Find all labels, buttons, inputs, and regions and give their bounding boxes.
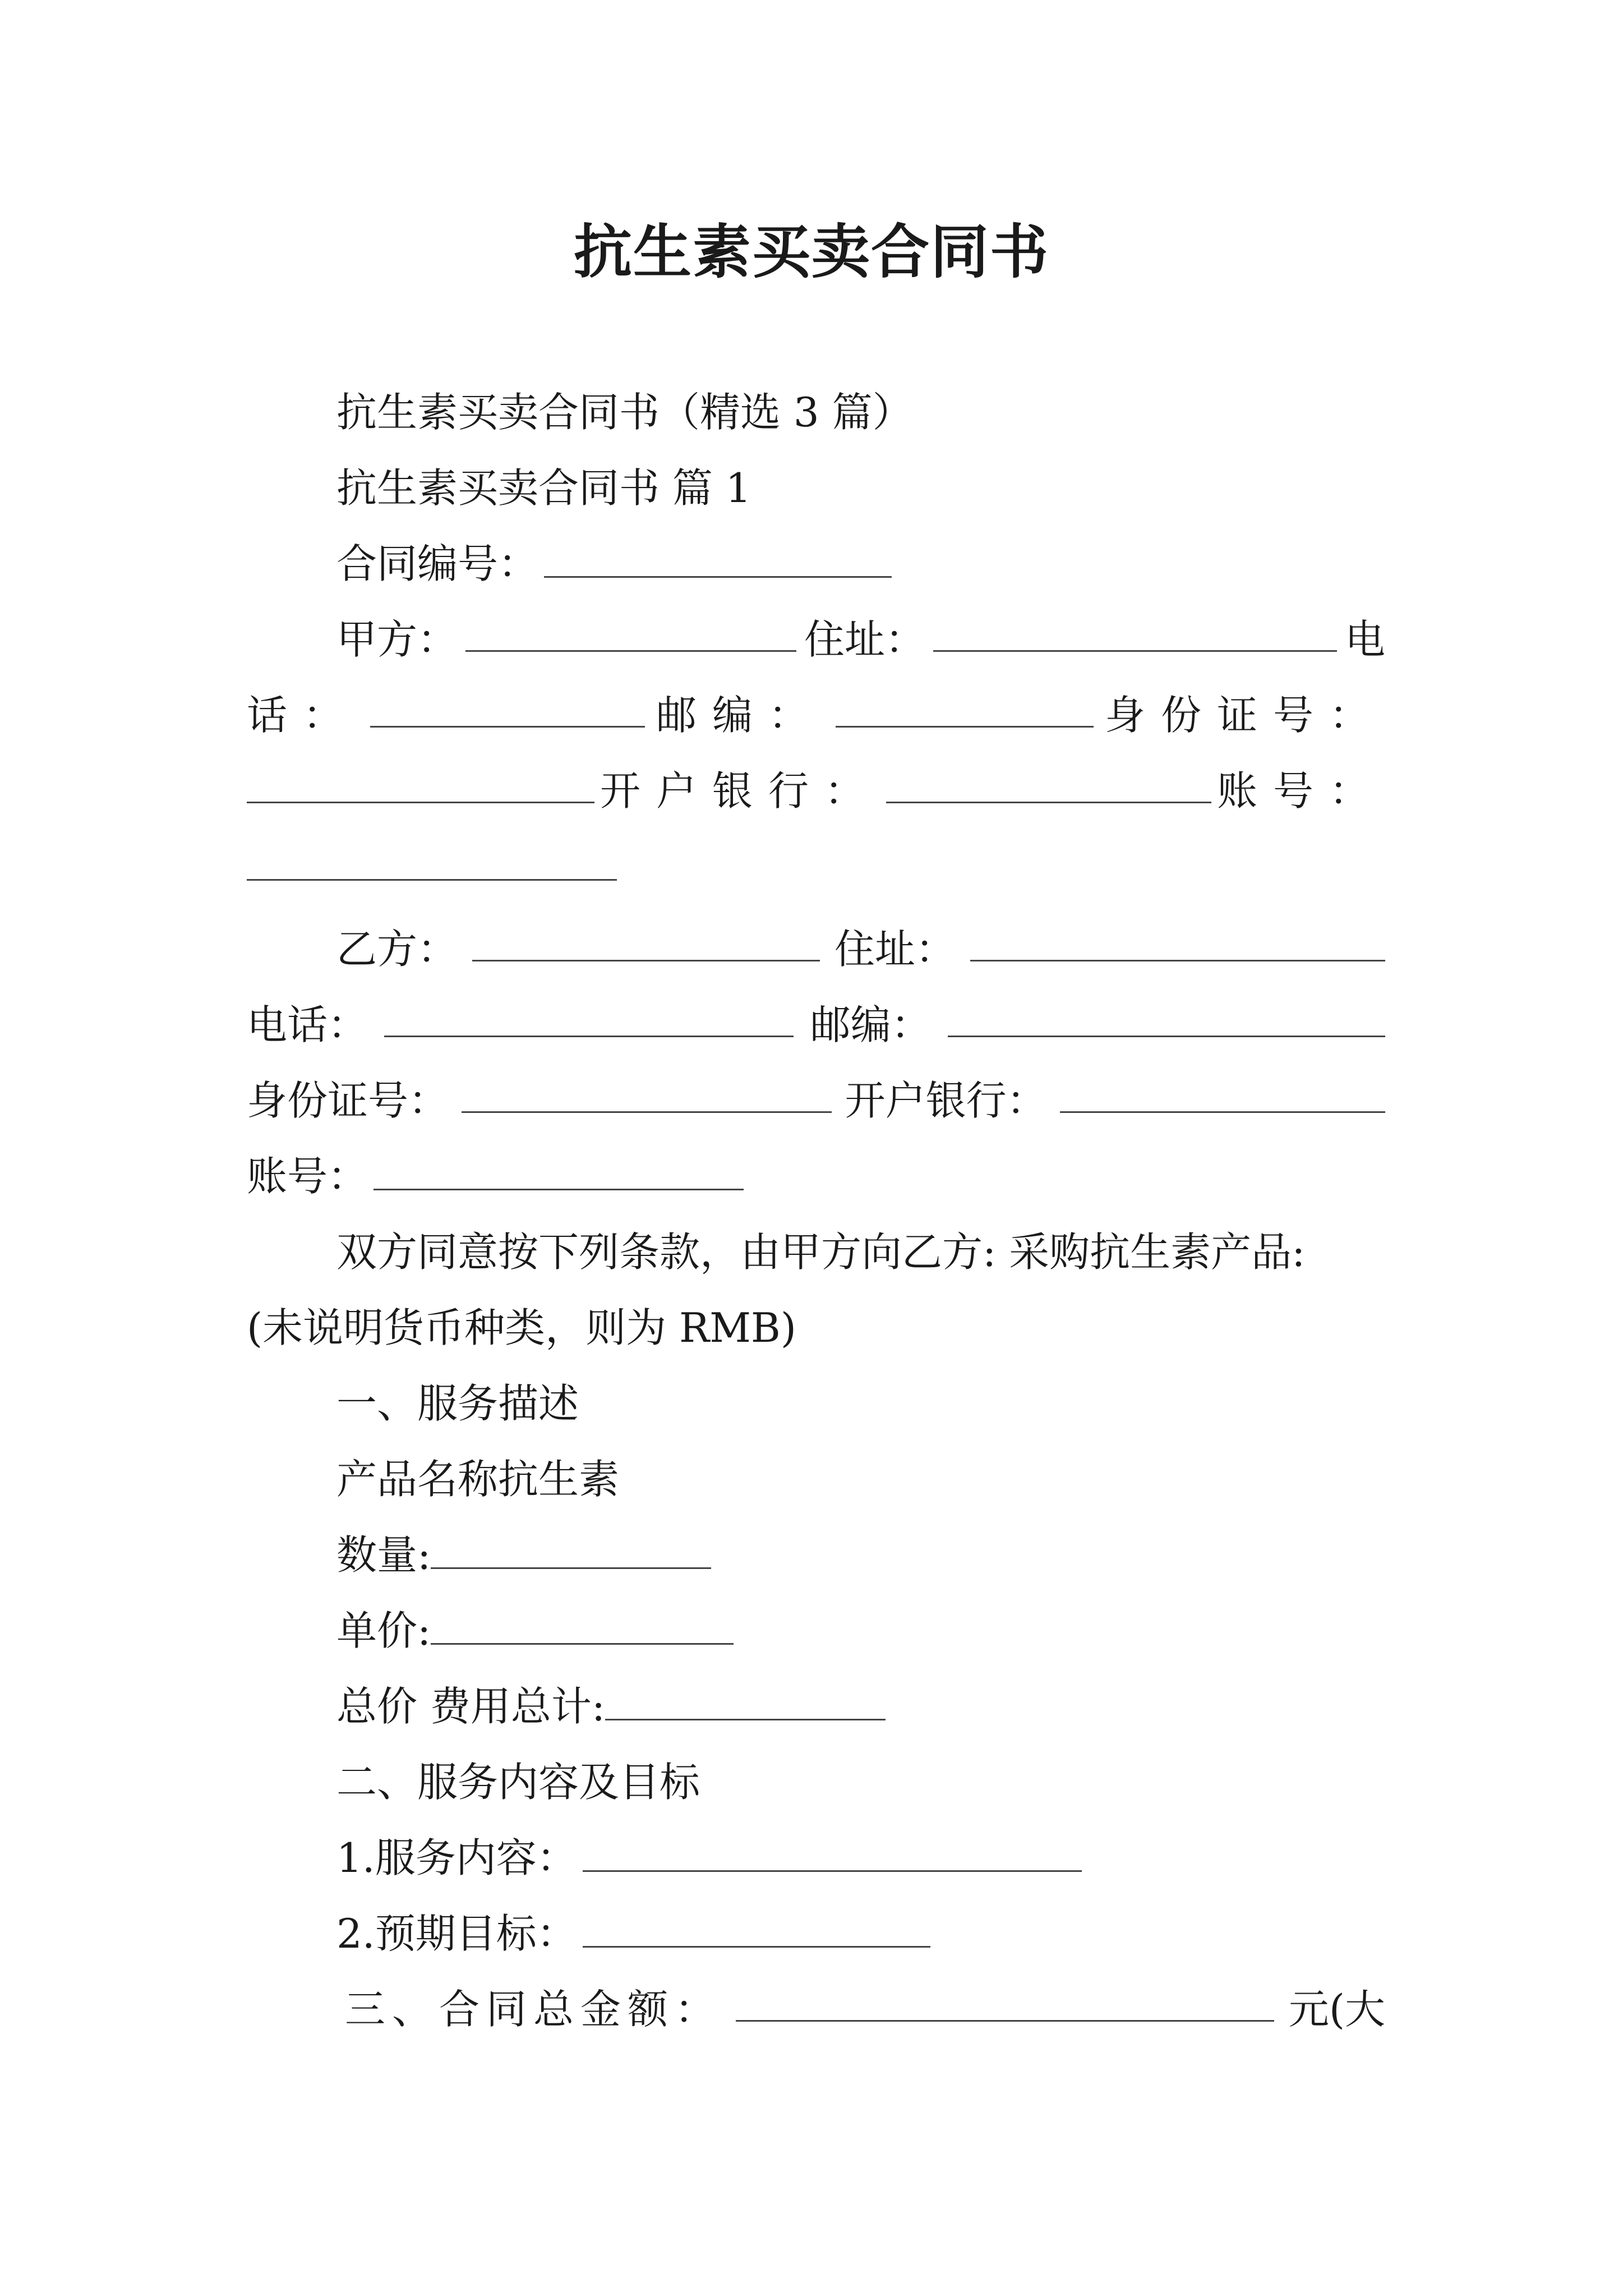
party-a-address-field[interactable] xyxy=(933,628,1337,652)
section-3-line xyxy=(345,1976,1385,2043)
contract-number-field[interactable] xyxy=(544,554,892,578)
quantity-field[interactable] xyxy=(431,1545,711,1569)
party-b-line-4 xyxy=(247,1143,1385,1210)
party-b-line-1 xyxy=(336,915,1385,983)
party-a-account-label: 账号： xyxy=(1217,767,1386,815)
party-a-account-field[interactable] xyxy=(247,857,617,881)
party-b-line-2 xyxy=(247,991,1385,1059)
party-b-phone-field[interactable] xyxy=(384,1013,794,1037)
subtitle-line xyxy=(336,379,1385,446)
party-b-account-field[interactable] xyxy=(374,1166,744,1190)
party-a-line-4 xyxy=(247,833,1385,900)
quantity-line xyxy=(336,1521,1385,1589)
party-a-line-2 xyxy=(247,682,1385,749)
party-b-line-3 xyxy=(247,1067,1385,1134)
party-a-phone-field[interactable] xyxy=(370,703,645,728)
party-b-id-label: 身份证号： xyxy=(247,1077,449,1124)
party-b-address-label: 住址： xyxy=(834,926,956,973)
contract-number-label: 合同编号： xyxy=(336,540,539,587)
total-line xyxy=(336,1673,1385,1740)
party-a-address-label: 住址： xyxy=(804,616,925,663)
party-b-phone-label: 电话： xyxy=(247,1001,368,1048)
product-name: 产品名称抗生素 xyxy=(336,1456,620,1503)
party-a-bank-label: 开户银行： xyxy=(600,767,881,815)
section-3-suffix: 元(大 xyxy=(1288,1986,1385,2033)
subtitle: 抗生素买卖合同书（精选 3 篇） xyxy=(336,389,913,436)
expected-goal-line xyxy=(336,1900,1385,1967)
service-content-label: 1.服务内容： xyxy=(336,1834,577,1881)
party-a-postcode-label: 邮编： xyxy=(656,692,824,739)
party-a-name-field[interactable] xyxy=(465,628,796,652)
party-b-bank-label: 开户银行： xyxy=(845,1077,1047,1124)
party-a-phone-label-start: 电 xyxy=(1344,616,1385,663)
contract-total-amount-field[interactable] xyxy=(736,1998,1274,2022)
expected-goal-label: 2.预期目标： xyxy=(336,1910,577,1957)
party-b-bank-field[interactable] xyxy=(1060,1089,1385,1113)
section-1-heading-line xyxy=(336,1370,1385,1437)
product-name-line xyxy=(336,1446,1385,1513)
expected-goal-field[interactable] xyxy=(583,1924,930,1948)
document-title: 抗生素买卖合同书 xyxy=(573,218,1049,286)
party-b-address-field[interactable] xyxy=(970,937,1385,961)
agreement-line-2 xyxy=(247,1294,1385,1361)
party-b-label: 乙方： xyxy=(336,926,458,973)
party-b-postcode-label: 邮编： xyxy=(810,1001,932,1048)
contract-number-line xyxy=(336,530,1385,597)
party-b-postcode-field[interactable] xyxy=(948,1013,1385,1037)
unit-price-line xyxy=(336,1597,1385,1664)
section-3-heading: 三、合同总金额： xyxy=(345,1986,722,2033)
total-label: 总价 费用总计: xyxy=(336,1683,606,1730)
party-a-bank-field[interactable] xyxy=(886,779,1211,803)
section-2-heading-line xyxy=(336,1749,1385,1816)
party-a-line-1 xyxy=(336,606,1385,673)
total-field[interactable] xyxy=(605,1696,886,1720)
section-1-heading: 一、服务描述 xyxy=(336,1380,579,1427)
section-2-heading: 二、服务内容及目标 xyxy=(336,1759,700,1806)
service-content-field[interactable] xyxy=(583,1848,1082,1872)
party-a-id-field[interactable] xyxy=(247,779,594,803)
party-b-name-field[interactable] xyxy=(472,937,820,961)
party-a-line-3 xyxy=(247,757,1385,825)
agreement-text-2: (未说明货币种类，则为 RMB) xyxy=(247,1304,796,1351)
party-a-label: 甲方： xyxy=(336,616,458,663)
section-heading-line xyxy=(336,454,1385,522)
party-b-id-field[interactable] xyxy=(462,1089,832,1113)
agreement-text-1: 双方同意按下列条款，由甲方向乙方: 采购抗生素产品: xyxy=(336,1228,1306,1276)
unit-price-field[interactable] xyxy=(431,1621,734,1645)
quantity-label: 数量: xyxy=(336,1531,431,1579)
unit-price-label: 单价: xyxy=(336,1607,431,1654)
service-content-line xyxy=(336,1824,1385,1892)
party-b-account-label: 账号： xyxy=(247,1153,368,1200)
party-a-postcode-field[interactable] xyxy=(836,703,1094,728)
agreement-line-1 xyxy=(336,1218,1385,1286)
party-a-phone-label-end: 话： xyxy=(247,692,359,739)
section-heading: 抗生素买卖合同书 篇 1 xyxy=(336,464,751,512)
party-a-id-label: 身份证号： xyxy=(1104,692,1385,739)
